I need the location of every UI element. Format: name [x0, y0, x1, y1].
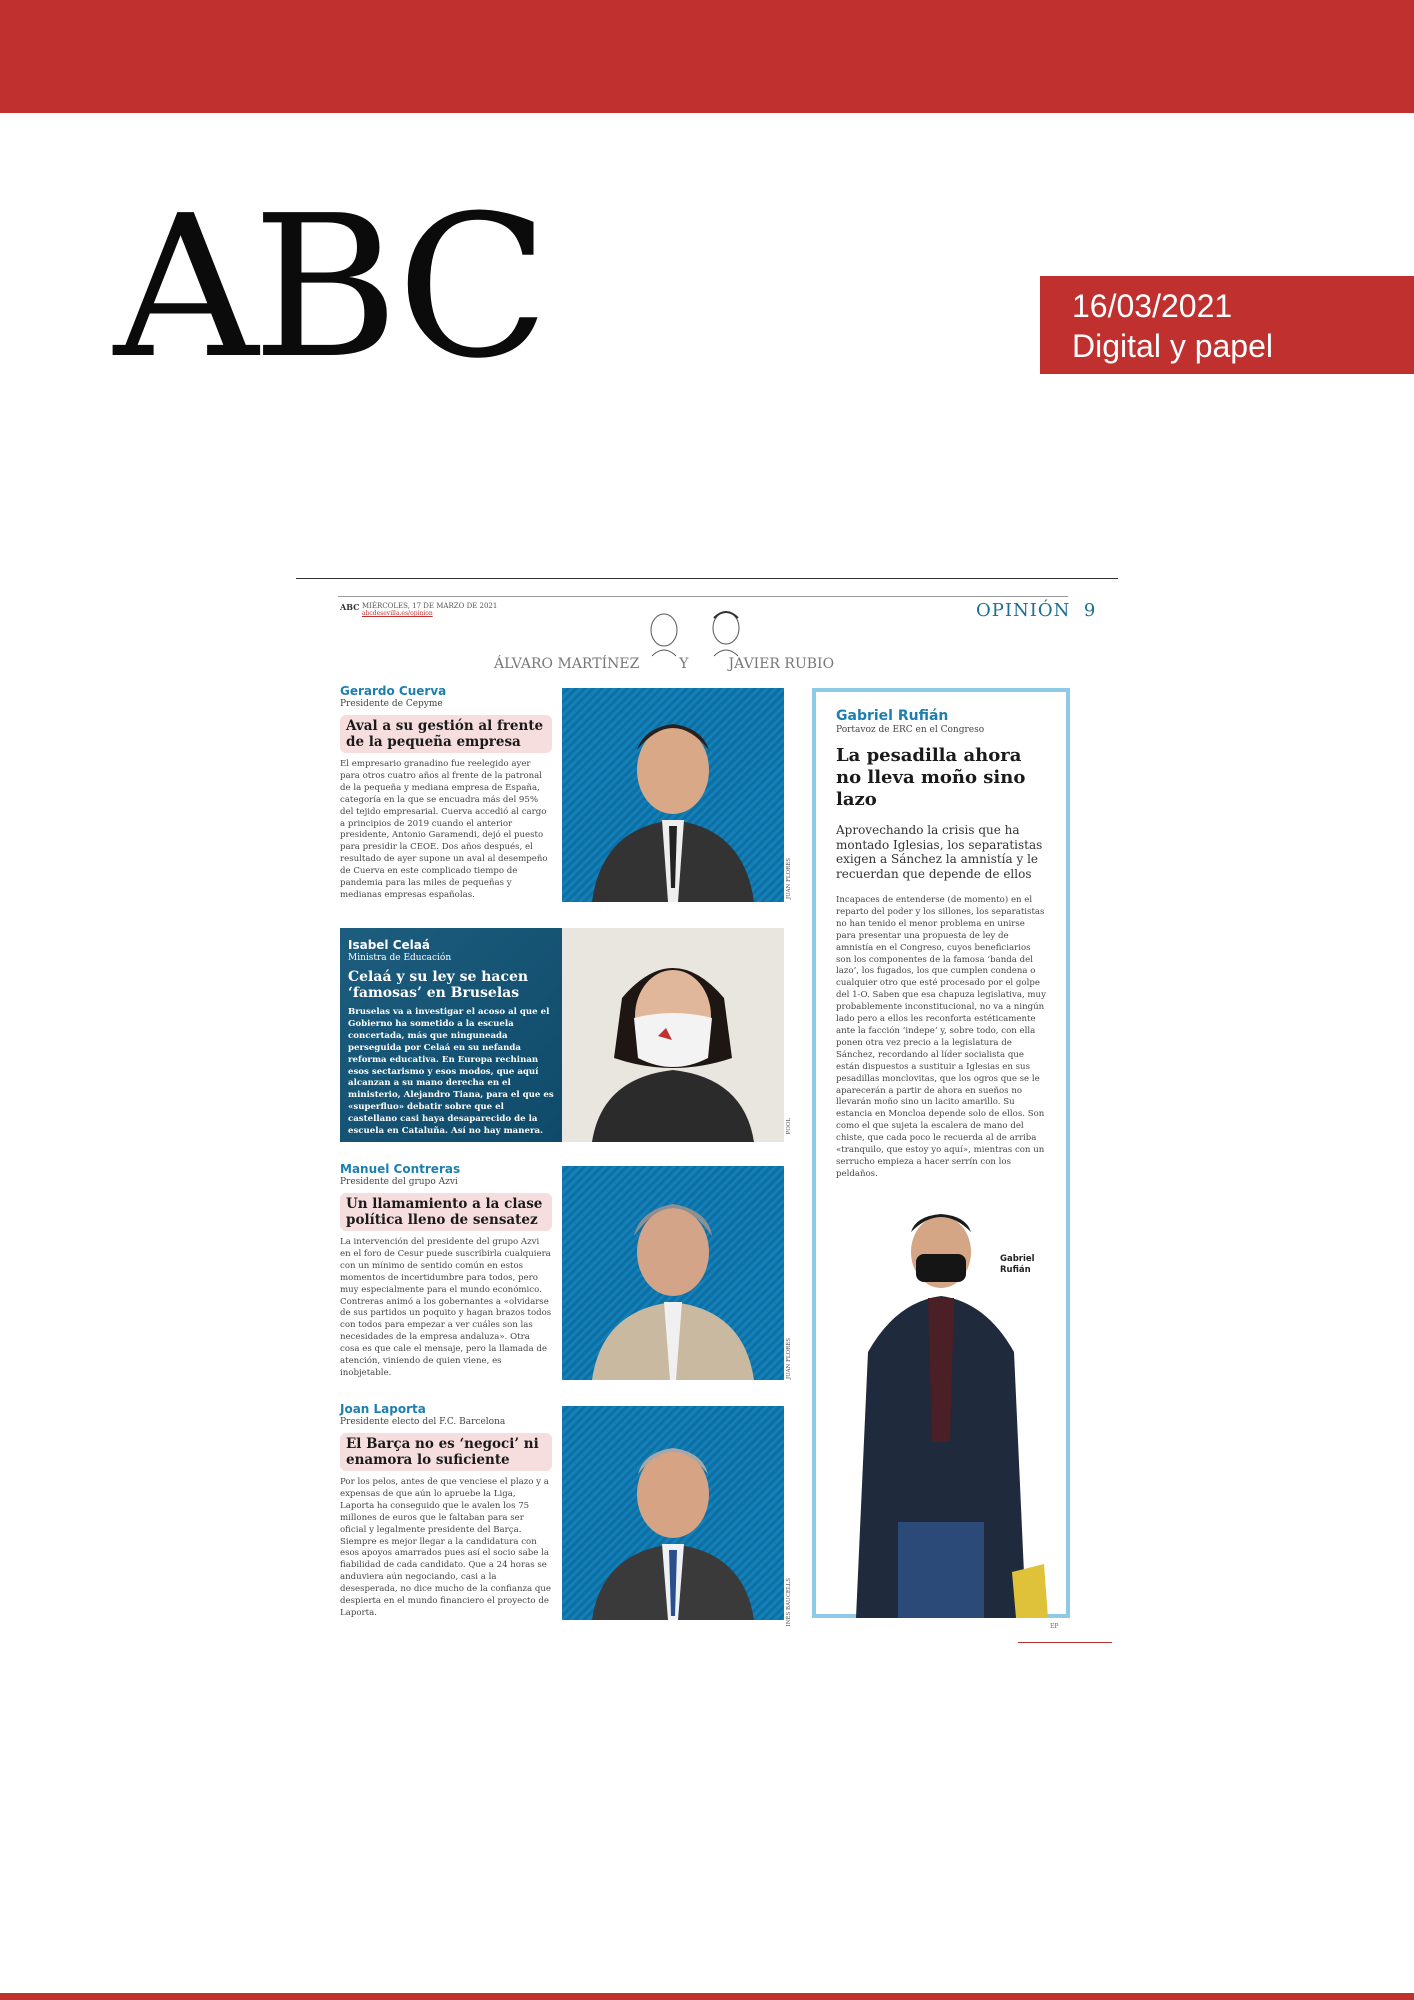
sidebar-rufian — [812, 688, 1070, 1618]
masthead-link[interactable]: abcdesevilla.es/opinion — [362, 610, 433, 617]
article-role: Ministra de Educación — [348, 953, 452, 963]
article-body: La intervención del presidente del grupo Azvi en el foro de Cesur puede suscribirla cualquiera con un mínimo de sentido común en estos momentos de incertidumbre para todos, pero muy especialmente para el mundo económico. Contreras animó a los gobernantes a «olvidarse de sus partidos un poquito y hagan brazos todos con todos para empezar a ver cuáles son las necesidades de la empresa andaluza». Otra cosa es que cale el mensaje, pero la llamada de atención, viniendo de quien viene, es inobjetable. — [340, 1237, 552, 1378]
report-date: 16/03/2021 — [1072, 288, 1233, 324]
article-name: Joan Laporta — [340, 1402, 426, 1416]
photo-contreras — [562, 1166, 784, 1380]
article-name: Isabel Celaá — [348, 938, 430, 952]
authors-caricatures — [636, 604, 756, 664]
article-headline: Un llamamiento a la clase política lleno de sensatez — [340, 1193, 552, 1231]
article-name: Gerardo Cuerva — [340, 684, 447, 698]
author-second: JAVIER RUBIO — [728, 656, 835, 672]
article-headline: Celaá y su ley se hacen ‘famosas’ en Bruselas — [348, 969, 529, 1001]
portrait-figure — [562, 1166, 784, 1380]
photo-credit: POOL — [786, 1118, 792, 1135]
sidebar-lead: Aprovechando la crisis que ha montado Iglesias, los separatistas exigen a Sánchez la amnistía y le recuerdan que depende de ellos — [836, 823, 1043, 881]
article-body: Bruselas va a investigar el acoso al que el Gobierno ha sometido a la escuela concertada, más que ninguneada perseguida por Celaá en su nefanda reforma educativa. En Europa rechinan esos sectarismo y esos modos, que aquí alcanzan a su mano derecha en el ministerio, Alejandro Tiana, para el que es «superfluo» debatir sobre que el castellano casi haya desaparecido de la escuela en Cataluña. Así no hay manera. — [348, 1007, 554, 1137]
article-body: Por los pelos, antes de que venciese el plazo y a expensas de que aún lo apruebe la Liga, Laporta ha conseguido que le avalen los 75 millones de euros que le faltaban para ser oficial y legalmente presidente del Barça. Siempre es mejor llegar a la candidatura con esos apoyos amarrados pues así el socio sabe la fiabilidad de cada candidato. Que a 24 horas se anduviera aún negociando, casi a la desesperada, no dice mucho de la confianza que despierta en el mundo financiero el proyecto de Laporta. — [340, 1477, 551, 1618]
article-laporta — [340, 1402, 552, 1620]
portrait-figure — [562, 928, 784, 1142]
press-clipping — [296, 578, 1118, 1648]
clipping-end-rule — [1018, 1642, 1112, 1643]
photo-credit: JUAN FLORES — [786, 1338, 792, 1380]
sidebar-name: Gabriel Rufián — [836, 708, 949, 724]
article-name: Manuel Contreras — [340, 1162, 461, 1176]
masthead-rule — [338, 596, 1068, 597]
report-header-bar — [0, 0, 1414, 113]
masthead-paper: ABC — [340, 602, 360, 612]
clipping-top-rule — [296, 578, 1118, 579]
date-badge — [1040, 276, 1414, 374]
masthead-date: MIÉRCOLES, 17 DE MARZO DE 2021 — [362, 602, 498, 610]
author-joiner: Y — [679, 656, 689, 672]
article-role: Presidente de Cepyme — [340, 699, 443, 709]
section-label — [976, 600, 1096, 621]
photo-caption: Gabriel Rufián — [1000, 1254, 1035, 1275]
abc-logo: ABC — [113, 174, 544, 402]
photo-cuerva — [562, 688, 784, 902]
sidebar-headline: La pesadilla ahora no lleva moño sino lazo — [836, 745, 1026, 810]
photo-credit: JUAN FLORES — [786, 858, 792, 900]
article-body: El empresario granadino fue reelegido ayer para otros cuatro años al frente de la patronal de la pequeña y mediana empresa de España, categoría en la que se encuadra más del 95% del tejido empresarial. Cuerva accedió al cargo a principios de 2019 cuando el anterior presidente, Antonio Garamendi, dejó el puesto para presidir la CEOE. Dos años después, el resultado de ayer supone un aval al desempeño de Cuerva en este complicado tiempo de pandemia para las miles de pequeñas y medianas empresas españolas. — [340, 759, 548, 900]
authors-line — [494, 656, 834, 672]
photo-laporta — [562, 1406, 784, 1620]
sidebar-role: Portavoz de ERC en el Congreso — [836, 725, 985, 735]
article-contreras — [340, 1162, 552, 1380]
author-first: ÁLVARO MARTÍNEZ — [494, 656, 640, 672]
article-headline: El Barça no es ‘negoci’ ni enamora lo suficiente — [340, 1433, 552, 1471]
article-headline: Aval a su gestión al frente de la pequeña empresa — [340, 715, 552, 753]
portrait-figure — [562, 688, 784, 902]
article-cuerva — [340, 684, 552, 902]
article-celaa — [340, 928, 562, 1142]
page-number: 9 — [1083, 600, 1097, 621]
portrait-figure — [562, 1406, 784, 1620]
photo-credit: INÉS BAUCELLS — [786, 1578, 792, 1627]
photo-celaa — [562, 928, 784, 1142]
report-footer-bar — [0, 1993, 1414, 2000]
article-role: Presidente del grupo Azvi — [340, 1177, 458, 1187]
section-name: OPINIÓN — [976, 600, 1071, 621]
photo-credit: EP — [1050, 1623, 1059, 1630]
sidebar-body: Incapaces de entenderse (de momento) en el reparto del poder y los sillones, los separatistas no han tenido el menor problema en unirse para presentar una propuesta de ley de amnistía en el Congreso, cuyos beneficiarios son los componentes de la famosa ‘banda del lazo’, los fugados, los que cumplen condena o cualquier otro que esté procesado por el golpe del 1-O. Saben que esa chapuza legislativa, muy probablemente inconstitucional, no va a ningún lado pero a ellos les reconforta estéticamente ante la facción ‘indepe’ y, sobre todo, con ella ponen otra vez precio a la legislatura de Sánchez, recordando al líder socialista que están dispuestos a sustituir a Iglesias en sus pesadillas monclovitas, que los ogros que se le aparecerán a partir de ahora en sueños no llevarán moño sino un lacito amarillo. Su estancia en Moncloa depende solo de ellos. Son como el que sujeta la escalera de mano del chiste, que cada poco le recuerda al de arriba «tranquilo, que estoy yo aquí», mientras con un serrucho empieza a hacer serrín con los peldaños. — [836, 895, 1046, 1179]
report-media: Digital y papel — [1072, 328, 1273, 364]
article-role: Presidente electo del F.C. Barcelona — [340, 1417, 506, 1427]
